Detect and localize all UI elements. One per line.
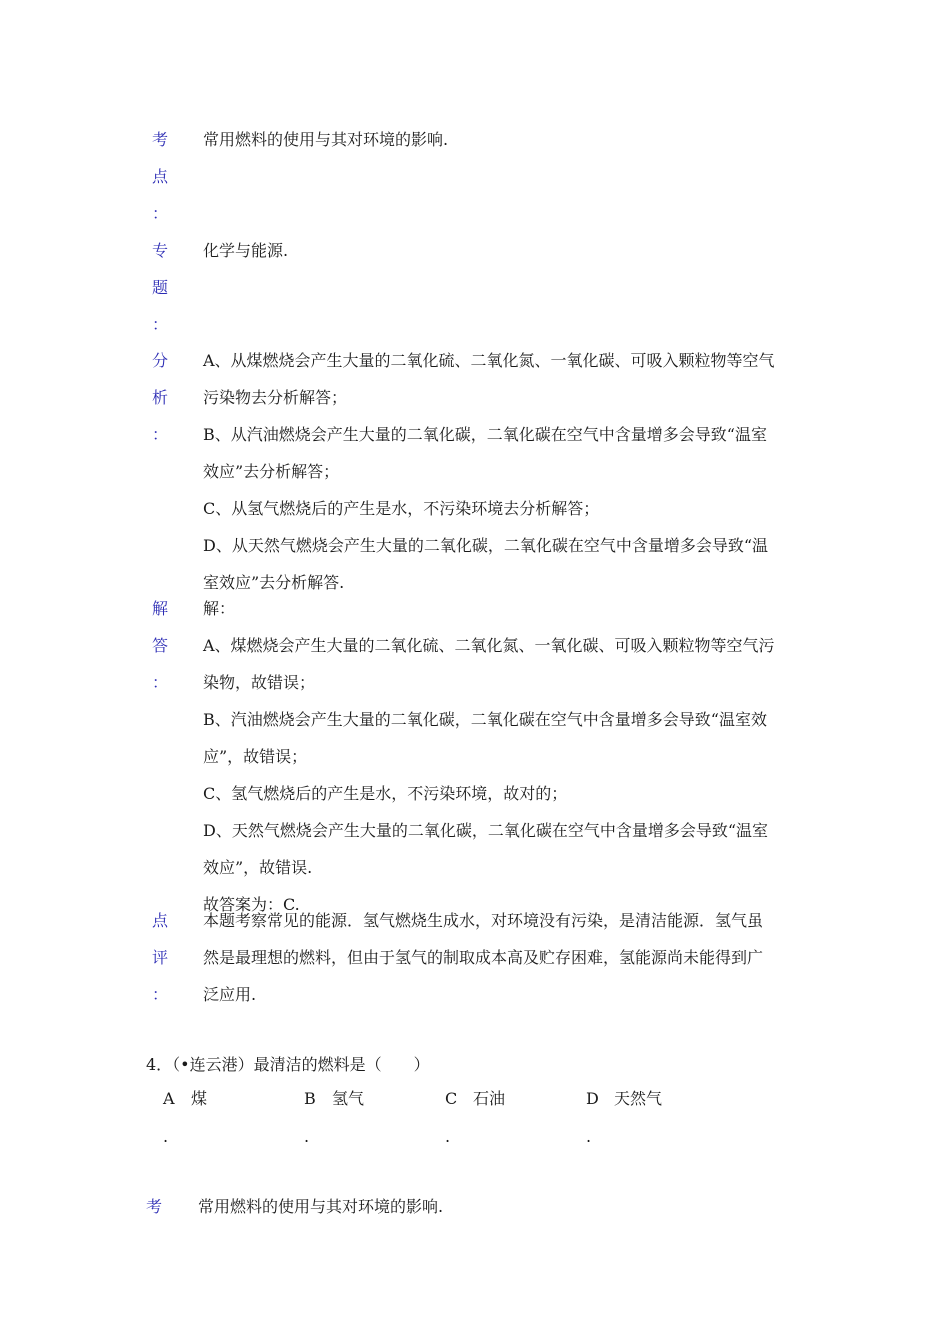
option-letter: D: [586, 1089, 599, 1108]
option-a: [163, 1086, 207, 1112]
section-label-fenxi: 分 析 ：: [151, 351, 168, 444]
option-text: 氢气: [332, 1089, 365, 1108]
option-text: 石油: [473, 1089, 506, 1108]
section-label-kaodian: 考 点 ：: [151, 130, 168, 223]
option-letter: A: [163, 1089, 175, 1108]
section-label-zhuanti: 专 题 ：: [151, 241, 168, 334]
option-b-dot: .: [304, 1127, 310, 1146]
option-d-dot: .: [586, 1127, 592, 1146]
option-a-dot: .: [163, 1127, 169, 1146]
option-c-dot: .: [445, 1127, 451, 1146]
section-label-jieda: 解 答 ：: [151, 599, 168, 692]
section-text-fenxi: A、从煤燃烧会产生大量的二氧化硫、二氧化氮、一氧化碳、可吸入颗粒物等空气 污染物去分析解答； B、从汽油燃烧会产生大量的二氧化碳，二氧化碳在空气中含量增多会导致“温室 效应”去分析解答； C、从氢气燃烧后的产生是水，不污染环境去分析解答； D、从天然气燃烧会产生大量的二氧化碳，二氧化碳在空气中含量增多会导致“温 室效应”去分析解答.: [203, 351, 775, 592]
option-d: [586, 1086, 662, 1112]
option-c: [445, 1086, 505, 1112]
section-text-kaodian: 常用燃料的使用与其对环境的影响.: [203, 130, 449, 149]
section-text-zhuanti: 化学与能源.: [203, 241, 289, 260]
question-stem: 4．（•连云港）最清洁的燃料是（ ）: [146, 1055, 430, 1074]
tail-section-text: 常用燃料的使用与其对环境的影响.: [198, 1197, 444, 1216]
option-letter: B: [304, 1089, 316, 1108]
section-text-jieda: 解： A、煤燃烧会产生大量的二氧化硫、二氧化氮、一氧化碳、可吸入颗粒物等空气污 染物，故错误； B、汽油燃烧会产生大量的二氧化碳，二氧化碳在空气中含量增多会导致“温室效 应”，故错误； C、氢气燃烧后的产生是水，不污染环境，故对的； D、天然气燃烧会产生大量的二氧化碳，二氧化碳在空气中含量增多会导致“温室 效应”，故错误. 故答案为：C.: [203, 599, 775, 914]
section-text-dianping: 本题考察常见的能源．氢气燃烧生成水，对环境没有污染，是清洁能源．氢气虽 然是最理想的燃料，但由于氢气的制取成本高及贮存困难，氢能源尚未能得到广 泛应用.: [203, 911, 764, 1004]
option-b: [304, 1086, 364, 1112]
option-letter: C: [445, 1089, 458, 1108]
section-label-dianping: 点 评 ：: [151, 911, 168, 1004]
option-text: 煤: [191, 1089, 208, 1108]
tail-section-label: 考: [146, 1197, 163, 1216]
option-text: 天然气: [614, 1089, 663, 1108]
